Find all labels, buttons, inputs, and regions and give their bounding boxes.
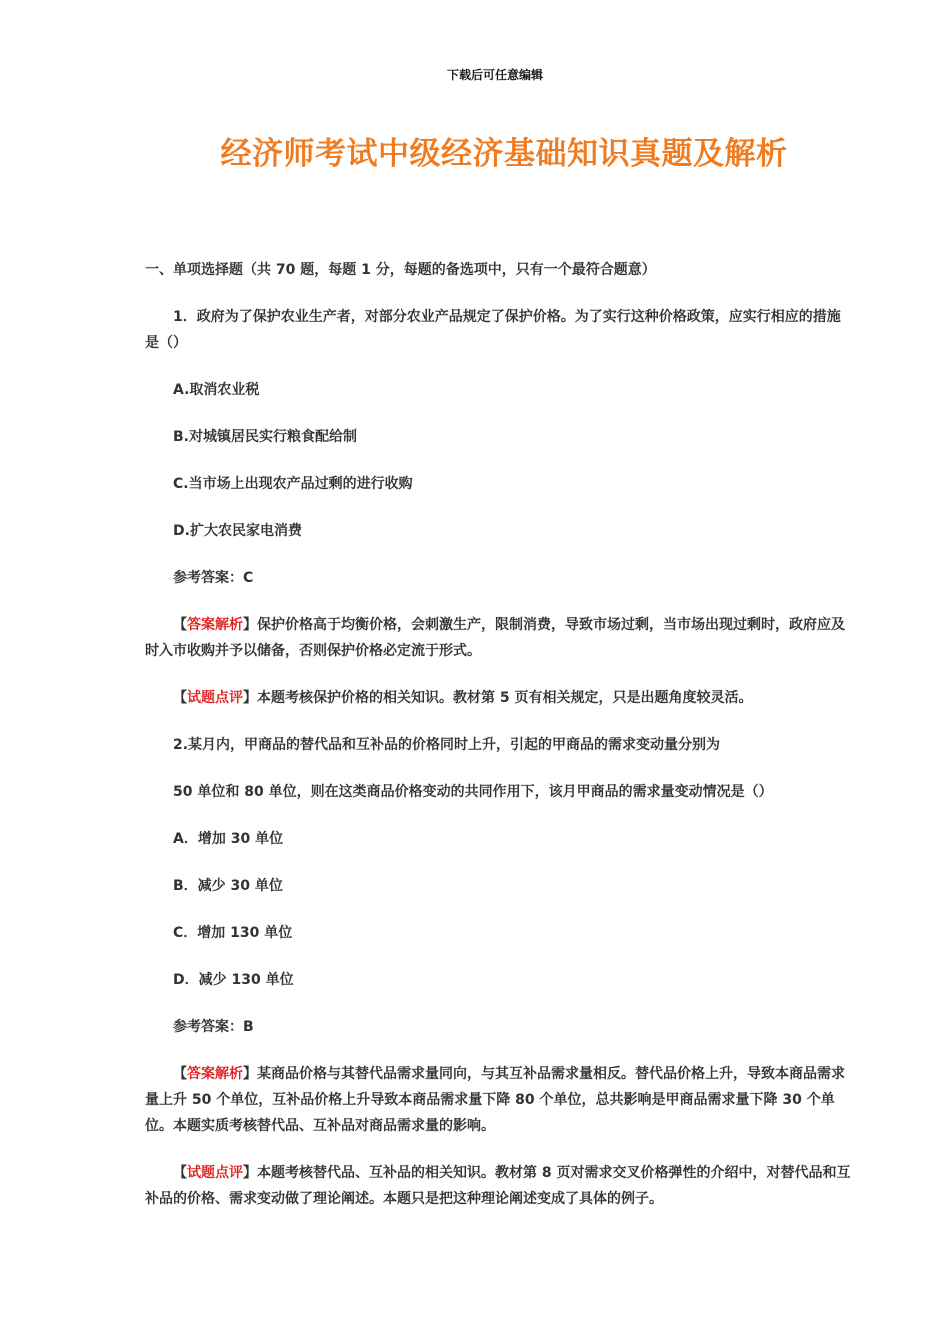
question-1-option-c: C.当市场上出现农产品过剩的进行收购: [173, 476, 413, 492]
comment-label: 试题点评: [187, 1165, 243, 1181]
header-note: 下载后可任意编辑: [446, 68, 543, 82]
question-1-option-a: A.取消农业税: [173, 382, 260, 398]
bracket-close: 】: [243, 617, 257, 633]
analysis-text: 某商品价格与其替代品需求量同向，与其互补品需求量相反。替代品价格上升，导致本商品需求量上升 50 个单位，互补品价格上升导致本商品需求量下降 80 个单位，总共影响是甲商品需求量下降 30 个单位。本题实质考核替代品、互补品对商品需求量的影响。: [145, 1066, 845, 1134]
question-2-option-c: C．增加 130 单位: [173, 925, 293, 941]
question-1-option-b: B.对城镇居民实行粮食配给制: [173, 429, 357, 445]
question-1-option-d: D.扩大农民家电消费: [173, 523, 302, 539]
question-2-option-b: B．减少 30 单位: [173, 878, 283, 894]
bracket-open: 【: [173, 690, 187, 706]
bracket-close: 】: [243, 1165, 257, 1181]
question-2-analysis: [145, 1061, 851, 1139]
question-1-analysis: [145, 612, 851, 664]
bracket-open: 【: [173, 1165, 187, 1181]
document-title: 经济师考试中级经济基础知识真题及解析: [220, 136, 788, 172]
question-1-comment: [145, 685, 851, 711]
analysis-label: 答案解析: [187, 1066, 243, 1082]
bracket-open: 【: [173, 1066, 187, 1082]
analysis-label: 答案解析: [187, 617, 243, 633]
question-2-comment: [145, 1160, 851, 1212]
question-2-stem-line-2: 50 单位和 80 单位，则在这类商品价格变动的共同作用下，该月甲商品的需求量变动情况是（）: [173, 784, 773, 800]
analysis-text: 保护价格高于均衡价格，会刺激生产，限制消费，导致市场过剩，当市场出现过剩时，政府应及时入市收购并予以储备，否则保护价格必定流于形式。: [145, 617, 845, 659]
bracket-close: 】: [243, 690, 257, 706]
question-1-answer: 参考答案：C: [173, 570, 254, 586]
question-2-answer: 参考答案：B: [173, 1019, 254, 1035]
question-2-stem-line-1: 2.某月内，甲商品的替代品和互补品的价格同时上升，引起的甲商品的需求变动量分别为: [173, 737, 721, 753]
question-2-option-d: D．减少 130 单位: [173, 972, 294, 988]
comment-text: 本题考核替代品、互补品的相关知识。教材第 8 页对需求交叉价格弹性的介绍中，对替代品和互补品的价格、需求变动做了理论阐述。本题只是把这种理论阐述变成了具体的例子。: [145, 1165, 851, 1207]
question-2-option-a: A．增加 30 单位: [173, 831, 284, 847]
section-heading: 一、单项选择题（共 70 题，每题 1 分，每题的备选项中，只有一个最符合题意）: [145, 262, 656, 278]
bracket-open: 【: [173, 617, 187, 633]
comment-text: 本题考核保护价格的相关知识。教材第 5 页有相关规定，只是出题角度较灵活。: [257, 690, 753, 706]
comment-label: 试题点评: [187, 690, 243, 706]
bracket-close: 】: [243, 1066, 257, 1082]
document-body: [145, 257, 851, 1233]
question-1-stem: 1．政府为了保护农业生产者，对部分农业产品规定了保护价格。为了实行这种价格政策，应实行相应的措施是（）: [145, 309, 841, 351]
